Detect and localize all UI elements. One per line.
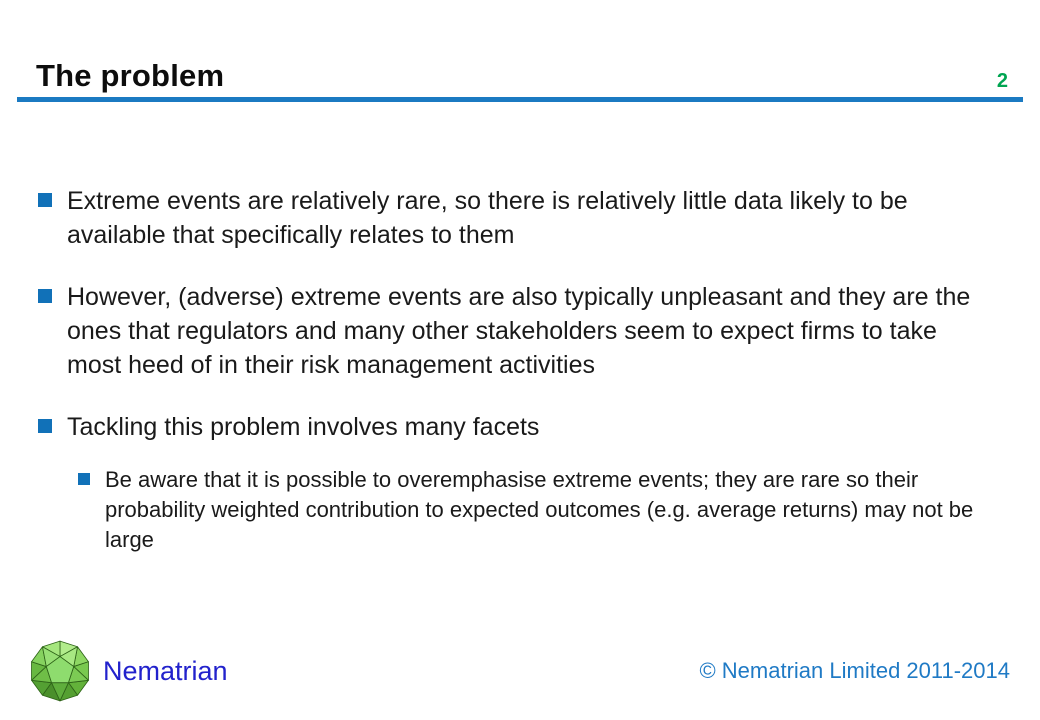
title-divider: [17, 97, 1023, 102]
page-number: 2: [996, 70, 1008, 92]
brand: [27, 638, 228, 704]
bullet-text: Be aware that it is possible to overemphasise extreme events; they are rare so their probability weighted contribution to expected outcomes (e.g. average returns) may not be large: [105, 467, 974, 552]
bullet-item: [78, 465, 994, 555]
brand-name: Nematrian: [103, 655, 228, 686]
bullet-item: [36, 410, 994, 444]
bullet-text: Extreme events are relatively rare, so there is relatively little data likely to be available that specifically relates to them: [67, 187, 908, 249]
bullet-square-icon: [38, 193, 52, 207]
bullet-list: [36, 184, 994, 579]
bullet-item: [36, 184, 994, 252]
bullet-item: [36, 280, 994, 382]
bullet-text: Tackling this problem involves many facets: [67, 413, 540, 441]
bullet-square-icon: [38, 289, 52, 303]
bullet-square-icon: [38, 419, 52, 433]
nematrian-logo-icon: [27, 638, 93, 704]
bullet-square-icon: [78, 473, 90, 485]
page-title: The problem: [36, 58, 225, 93]
copyright-text: © Nematrian Limited 2011-2014: [699, 658, 1010, 683]
bullet-text: However, (adverse) extreme events are also typically unpleasant and they are the ones that regulators and many other stakeholders seem to expect firms to take most heed of in their risk management activities: [67, 283, 971, 379]
